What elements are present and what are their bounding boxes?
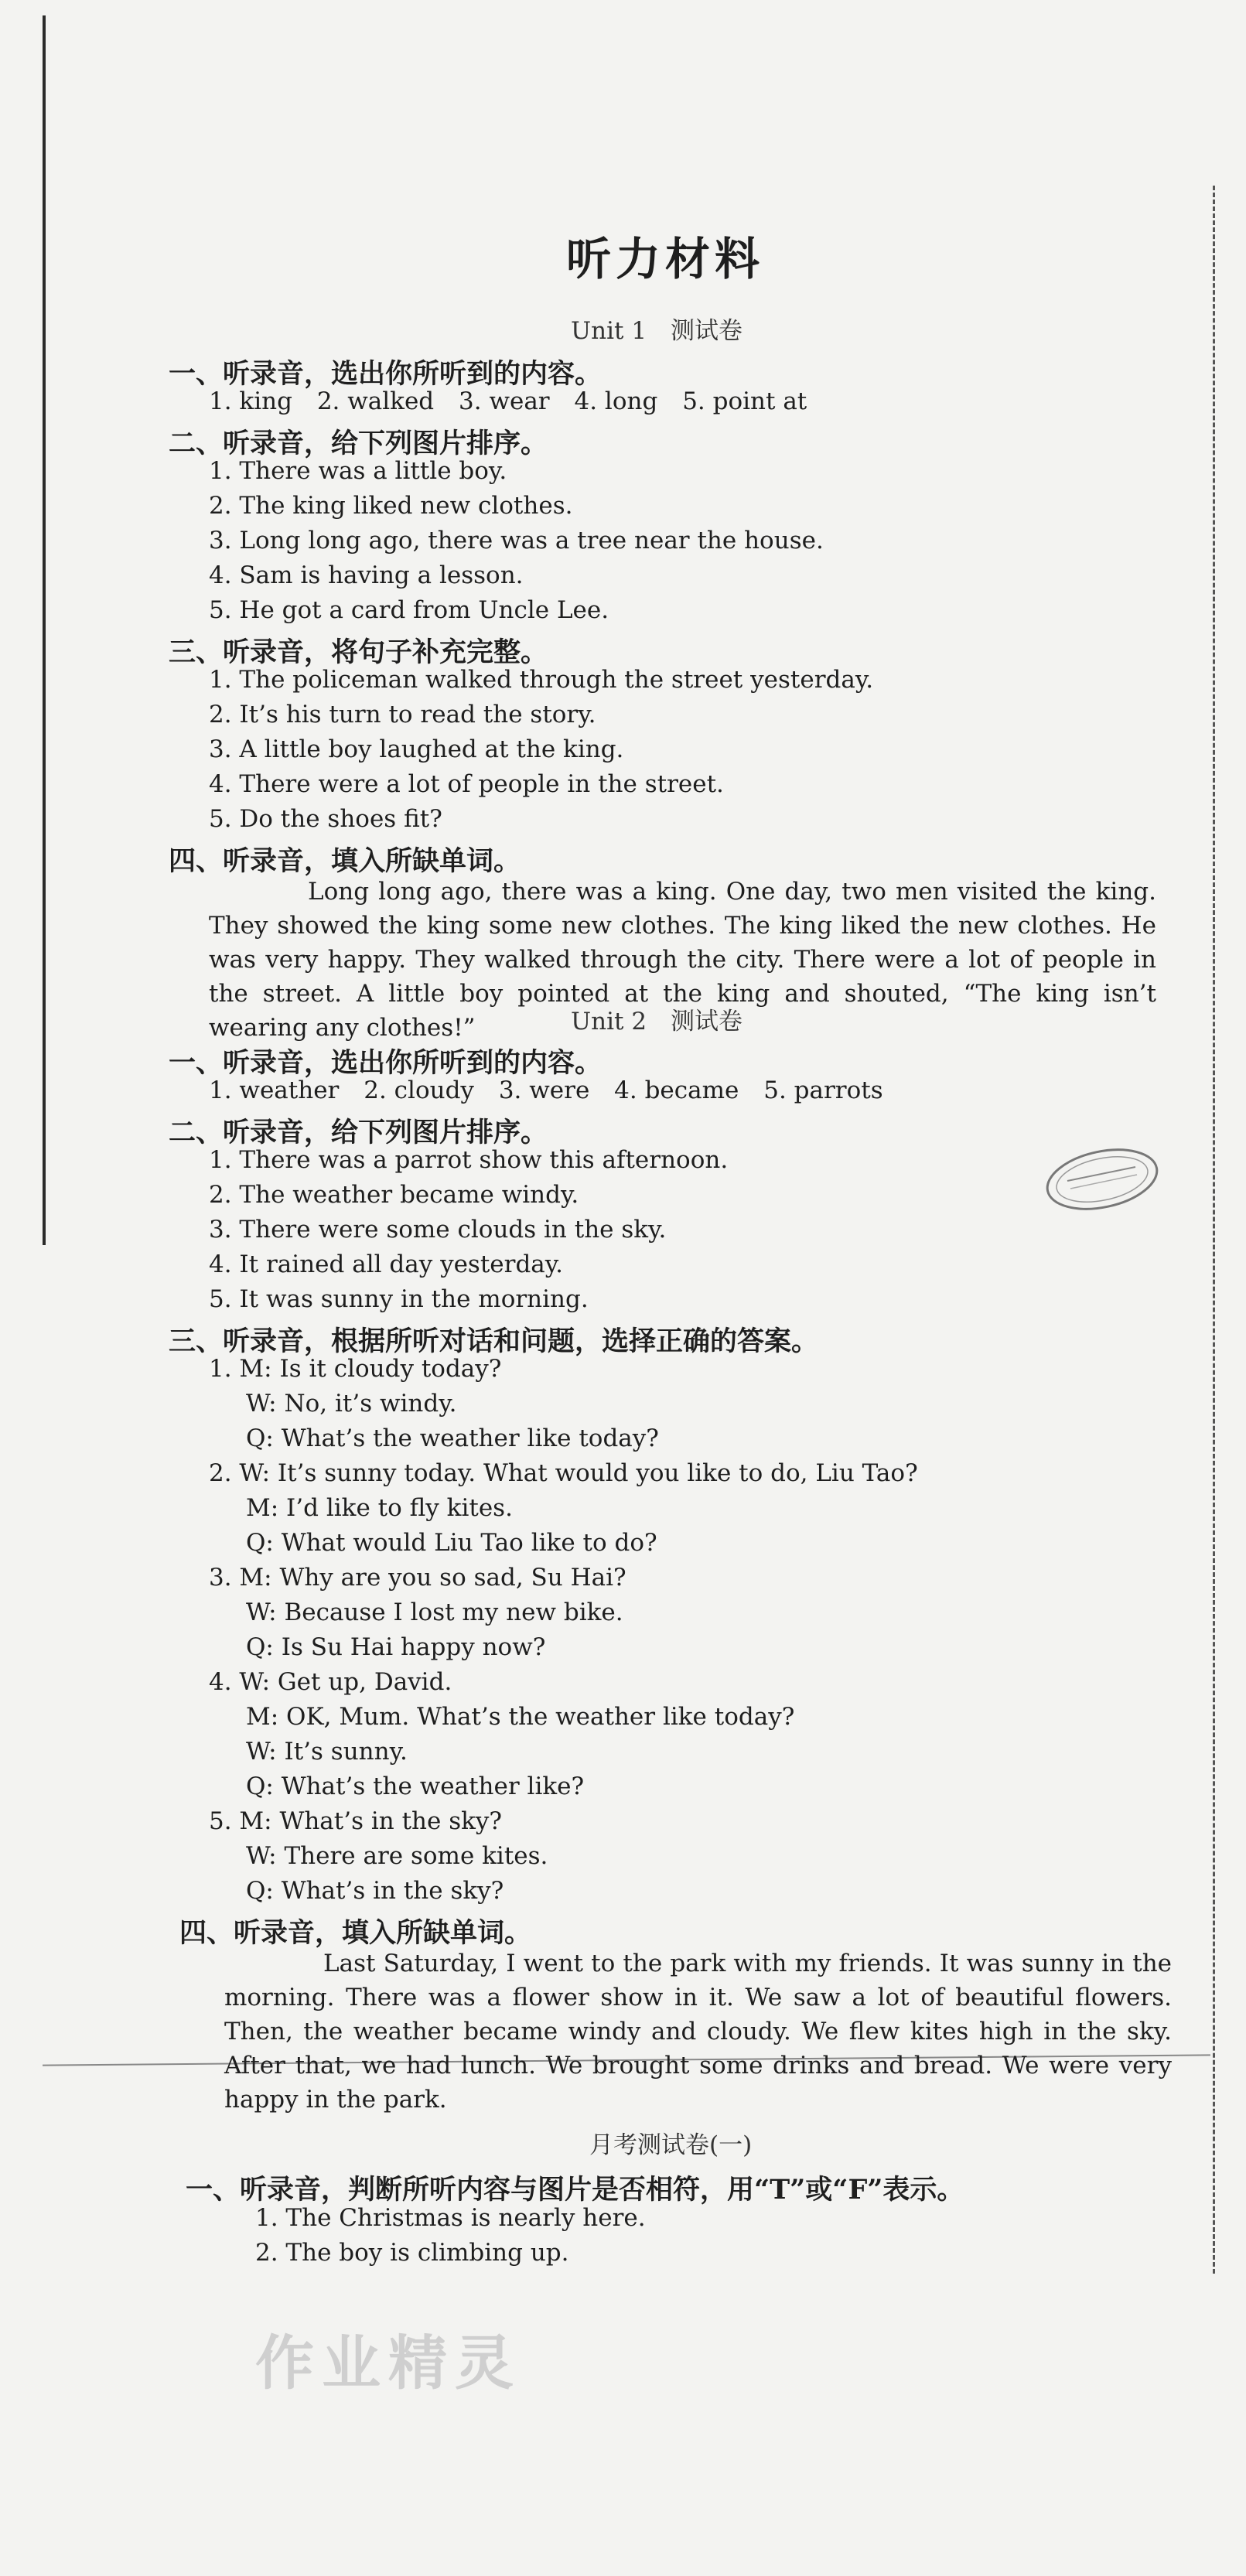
- unit1-s4-title: 四、听录音，填入所缺单词。: [169, 845, 521, 877]
- monthly-s1-title: 一、听录音，判断所听内容与图片是否相符，用“T”或“F”表示。: [186, 2174, 964, 2206]
- monthly-heading: 月考测试卷(一): [589, 2131, 753, 2159]
- list-item: 2. It’s his turn to read the story.: [209, 701, 596, 728]
- list-item: 3. There were some clouds in the sky.: [209, 1216, 667, 1244]
- option: 4. became: [614, 1076, 739, 1104]
- unit2-s3-title: 三、听录音，根据所听对话和问题，选择正确的答案。: [169, 1326, 819, 1357]
- list-item: 5. He got a card from Uncle Lee.: [209, 596, 609, 624]
- dialogue-line: M: OK, Mum. What’s the weather like today?: [246, 1703, 795, 1731]
- dialogue-line: 3. M: Why are you so sad, Su Hai?: [209, 1564, 626, 1592]
- dialogue-line: 2. W: It’s sunny today. What would you like to do, Liu Tao?: [209, 1459, 918, 1487]
- option: 4. long: [574, 387, 658, 415]
- dialogue-line: Q: What’s in the sky?: [246, 1877, 504, 1905]
- dialogue-line: Q: What’s the weather like?: [246, 1772, 585, 1800]
- list-item: 5. It was sunny in the morning.: [209, 1285, 589, 1313]
- unit2-s1-title: 一、听录音，选出你所听到的内容。: [169, 1047, 603, 1079]
- dialogue-line: W: No, it’s windy.: [246, 1390, 457, 1418]
- dialogue-line: M: I’d like to fly kites.: [246, 1494, 513, 1522]
- binding-edge: [43, 15, 46, 1245]
- option: 1. weather: [209, 1076, 340, 1104]
- dialogue-line: Q: What’s the weather like today?: [246, 1424, 659, 1452]
- list-item: 1. There was a parrot show this afternoon.: [209, 1146, 729, 1174]
- option: 5. parrots: [763, 1076, 883, 1104]
- list-item: 1. There was a little boy.: [209, 457, 507, 485]
- unit2-heading: Unit 2 测试卷: [571, 1008, 743, 1036]
- option: 2. cloudy: [364, 1076, 474, 1104]
- list-item: 1. The Christmas is nearly here.: [255, 2204, 646, 2232]
- dialogue-line: Q: What would Liu Tao like to do?: [246, 1529, 657, 1557]
- unit2-s4-title: 四、听录音，填入所缺单词。: [179, 1917, 532, 1949]
- cut-line: [1213, 186, 1215, 2274]
- list-item: 5. Do the shoes fit?: [209, 805, 442, 833]
- list-item: 4. There were a lot of people in the street.: [209, 770, 724, 798]
- list-item: 1. The policeman walked through the street yesterday.: [209, 666, 874, 694]
- dialogue-line: 5. M: What’s in the sky?: [209, 1807, 503, 1835]
- unit1-s1-options: [209, 387, 807, 415]
- list-item: 2. The weather became windy.: [209, 1181, 579, 1209]
- passage-text: Long long ago, there was a king. One day, two men visited the king. They showed the king some new clothes. The king liked the new clothes. He was very happy. They walked through the city. There were a lot of people in the street. A little boy pointed at the king and shouted, “The king isn’t wearing any clothes!”: [209, 878, 1156, 1042]
- unit2-s1-options: [209, 1076, 883, 1104]
- option: 3. wear: [459, 387, 550, 415]
- option: 3. were: [498, 1076, 590, 1104]
- list-item: 3. A little boy laughed at the king.: [209, 735, 624, 763]
- dialogue-line: 1. M: Is it cloudy today?: [209, 1355, 502, 1383]
- dialogue-line: W: Because I lost my new bike.: [246, 1598, 623, 1626]
- list-item: 3. Long long ago, there was a tree near the house.: [209, 527, 824, 554]
- option: 1. king: [209, 387, 292, 415]
- list-item: 4. Sam is having a lesson.: [209, 561, 524, 589]
- dialogue-line: Q: Is Su Hai happy now?: [246, 1633, 546, 1661]
- dialogue-line: 4. W: Get up, David.: [209, 1668, 452, 1696]
- list-item: 2. The king liked new clothes.: [209, 492, 573, 520]
- unit1-s1-title: 一、听录音，选出你所听到的内容。: [169, 358, 603, 390]
- passage-text: Last Saturday, I went to the park with my friends. It was sunny in the morning. There was a flower show in it. We saw a lot of beautiful flowers. Then, the weather became windy and cloudy. We flew kites high in the sky. After that, we had lunch. We brought some drinks and bread. We were very happy in the park.: [224, 1950, 1172, 2114]
- page-title: 听力材料: [566, 233, 765, 285]
- unit1-s2-title: 二、听录音，给下列图片排序。: [169, 428, 548, 459]
- watermark: 作业精灵: [255, 2329, 521, 2397]
- unit2-passage: [224, 1947, 1172, 2117]
- option: 2. walked: [316, 387, 435, 415]
- list-item: 2. The boy is climbing up.: [255, 2239, 569, 2267]
- unit1-heading: Unit 1 测试卷: [571, 317, 743, 345]
- unit2-s2-title: 二、听录音，给下列图片排序。: [169, 1117, 548, 1148]
- list-item: 4. It rained all day yesterday.: [209, 1250, 564, 1278]
- unit1-s3-title: 三、听录音，将句子补充完整。: [169, 636, 548, 668]
- dialogue-line: W: It’s sunny.: [246, 1738, 408, 1766]
- option: 5. point at: [682, 387, 807, 415]
- stamp-icon: [1036, 1141, 1168, 1218]
- dialogue-line: W: There are some kites.: [246, 1842, 548, 1870]
